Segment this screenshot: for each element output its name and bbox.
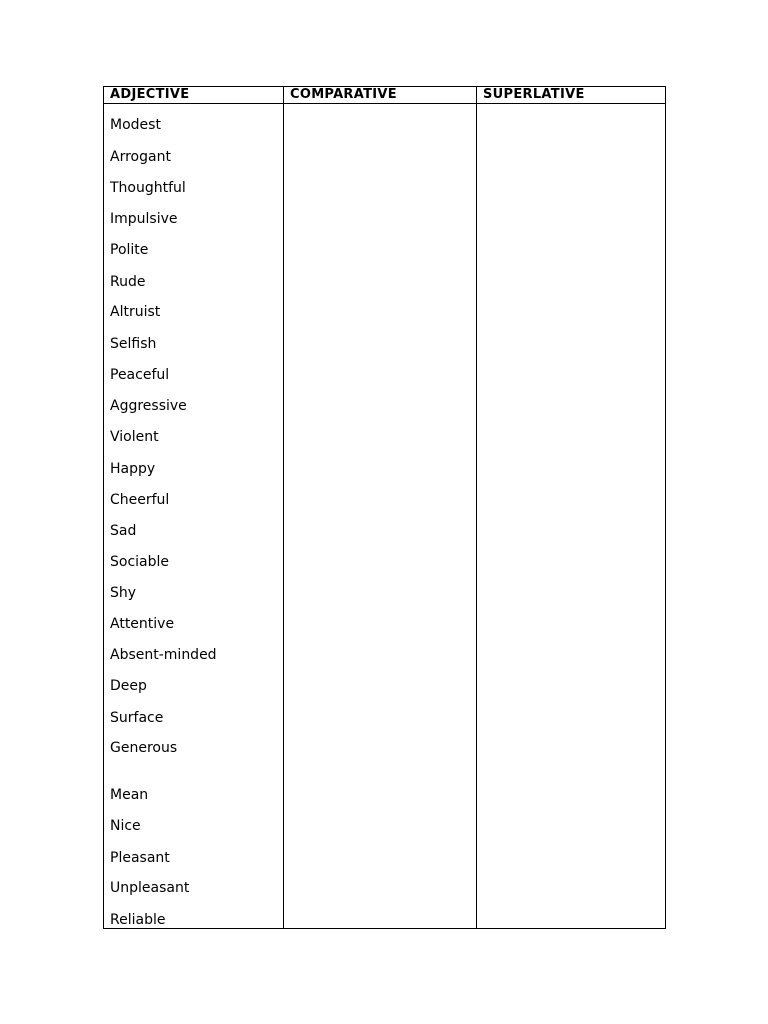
adjective-item: Nice [110, 818, 141, 834]
adjective-item: Surface [110, 710, 164, 726]
column-divider-2 [476, 87, 477, 928]
header-superlative: SUPERLATIVE [483, 87, 585, 102]
adjective-item: Polite [110, 242, 149, 258]
adjective-item: Modest [110, 117, 161, 133]
adjective-item: Sociable [110, 554, 170, 570]
column-divider-1 [283, 87, 284, 928]
adjective-item: Thoughtful [110, 180, 186, 196]
adjective-item: Reliable [110, 912, 166, 928]
adjective-table [103, 86, 666, 929]
adjective-item: Cheerful [110, 492, 170, 508]
adjective-item: Shy [110, 585, 137, 601]
adjective-list [110, 87, 280, 928]
adjective-item: Generous [110, 740, 178, 756]
adjective-item: Impulsive [110, 211, 178, 227]
adjective-item: Altruist [110, 304, 161, 320]
adjective-item: Mean [110, 787, 149, 803]
adjective-item: Arrogant [110, 149, 171, 165]
adjective-item: Attentive [110, 616, 175, 632]
adjective-item: Selfish [110, 336, 157, 352]
adjective-item: Pleasant [110, 850, 170, 866]
adjective-item: Deep [110, 678, 147, 694]
adjective-item: Peaceful [110, 367, 170, 383]
adjective-item: Sad [110, 523, 137, 539]
adjective-item: Rude [110, 274, 146, 290]
adjective-item: Aggressive [110, 398, 187, 414]
adjective-item: Happy [110, 461, 156, 477]
header-adjective: ADJECTIVE [110, 87, 190, 102]
adjective-item: Violent [110, 429, 159, 445]
header-comparative: COMPARATIVE [290, 87, 397, 102]
adjective-item: Absent-minded [110, 647, 217, 663]
adjective-item: Unpleasant [110, 880, 190, 896]
